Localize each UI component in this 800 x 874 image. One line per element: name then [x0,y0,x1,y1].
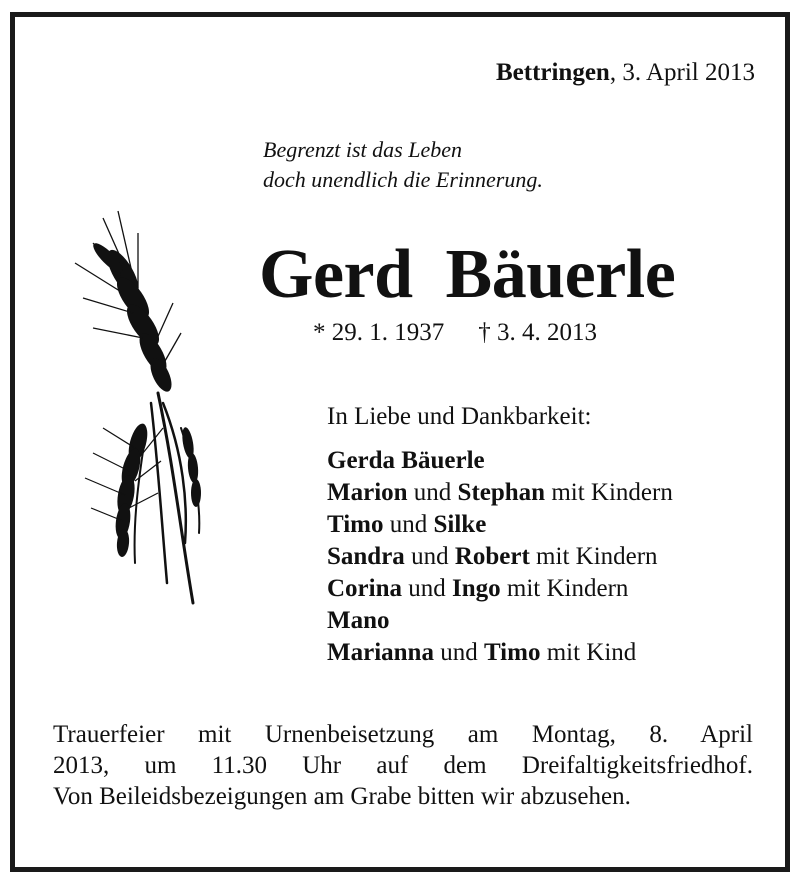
motto-line-2: doch unendlich die Erinnerung. [263,167,543,192]
mourner-name: Mano [327,607,390,634]
mourner-name: Sandra [327,543,405,570]
mourner-name: Silke [433,511,487,538]
mourner-row [327,605,673,637]
mourner-suffix: mit Kindern [500,575,629,602]
mourner-suffix: mit Kindern [529,543,658,570]
mourner-suffix: mit Kindern [545,479,673,506]
conjunction: und [433,639,484,666]
motto-line-1: Begrenzt ist das Leben [263,137,462,162]
deceased-first-name: Gerd [259,236,413,313]
mourner-row [327,573,673,605]
obituary-frame [10,12,790,872]
notice-line-2: 2013, um 11.30 Uhr auf dem Dreifaltigkeitsfriedhof. [53,752,753,779]
conjunction: und [383,511,434,538]
notice-line-1: Trauerfeier mit Urnenbeisetzung am Montag, 8. April [53,721,753,748]
mourner-row [327,509,673,541]
motto [263,135,543,195]
deceased-last-name: Bäuerle [445,236,676,313]
mourner-row [327,637,673,669]
thanks-intro: In Liebe und Dankbarkeit: [327,403,592,430]
mourner-name: Marianna [327,639,434,666]
notice-line-3: Von Beileidsbezeigungen am Grabe bitten wir abzusehen. [53,783,631,810]
mourner-name: Stephan [457,479,546,506]
mourners-list [327,445,673,669]
funeral-notice [53,719,753,812]
place-name: Bettringen [495,59,610,86]
birth-date: * 29. 1. 1937 [313,319,445,346]
mourner-name: Robert [454,543,530,570]
wheat-ears-icon [63,203,213,613]
mourner-name: Marion [327,479,408,506]
conjunction: und [404,543,455,570]
deceased-name [259,235,675,315]
obituary-date: , 3. April 2013 [609,59,755,86]
mourner-row [327,477,673,509]
mourner-row [327,541,673,573]
mourner-suffix: mit Kind [540,639,637,666]
mourner-row [327,445,673,477]
life-dates [313,319,597,347]
mourner-name: Gerda Bäuerle [327,447,485,474]
mourner-name: Timo [483,639,541,666]
mourner-name: Timo [327,511,384,538]
mourner-name: Corina [327,575,402,602]
mourner-name: Ingo [452,575,501,602]
conjunction: und [402,575,452,602]
death-date: † 3. 4. 2013 [478,319,597,346]
conjunction: und [407,479,458,506]
place-date [496,59,755,87]
